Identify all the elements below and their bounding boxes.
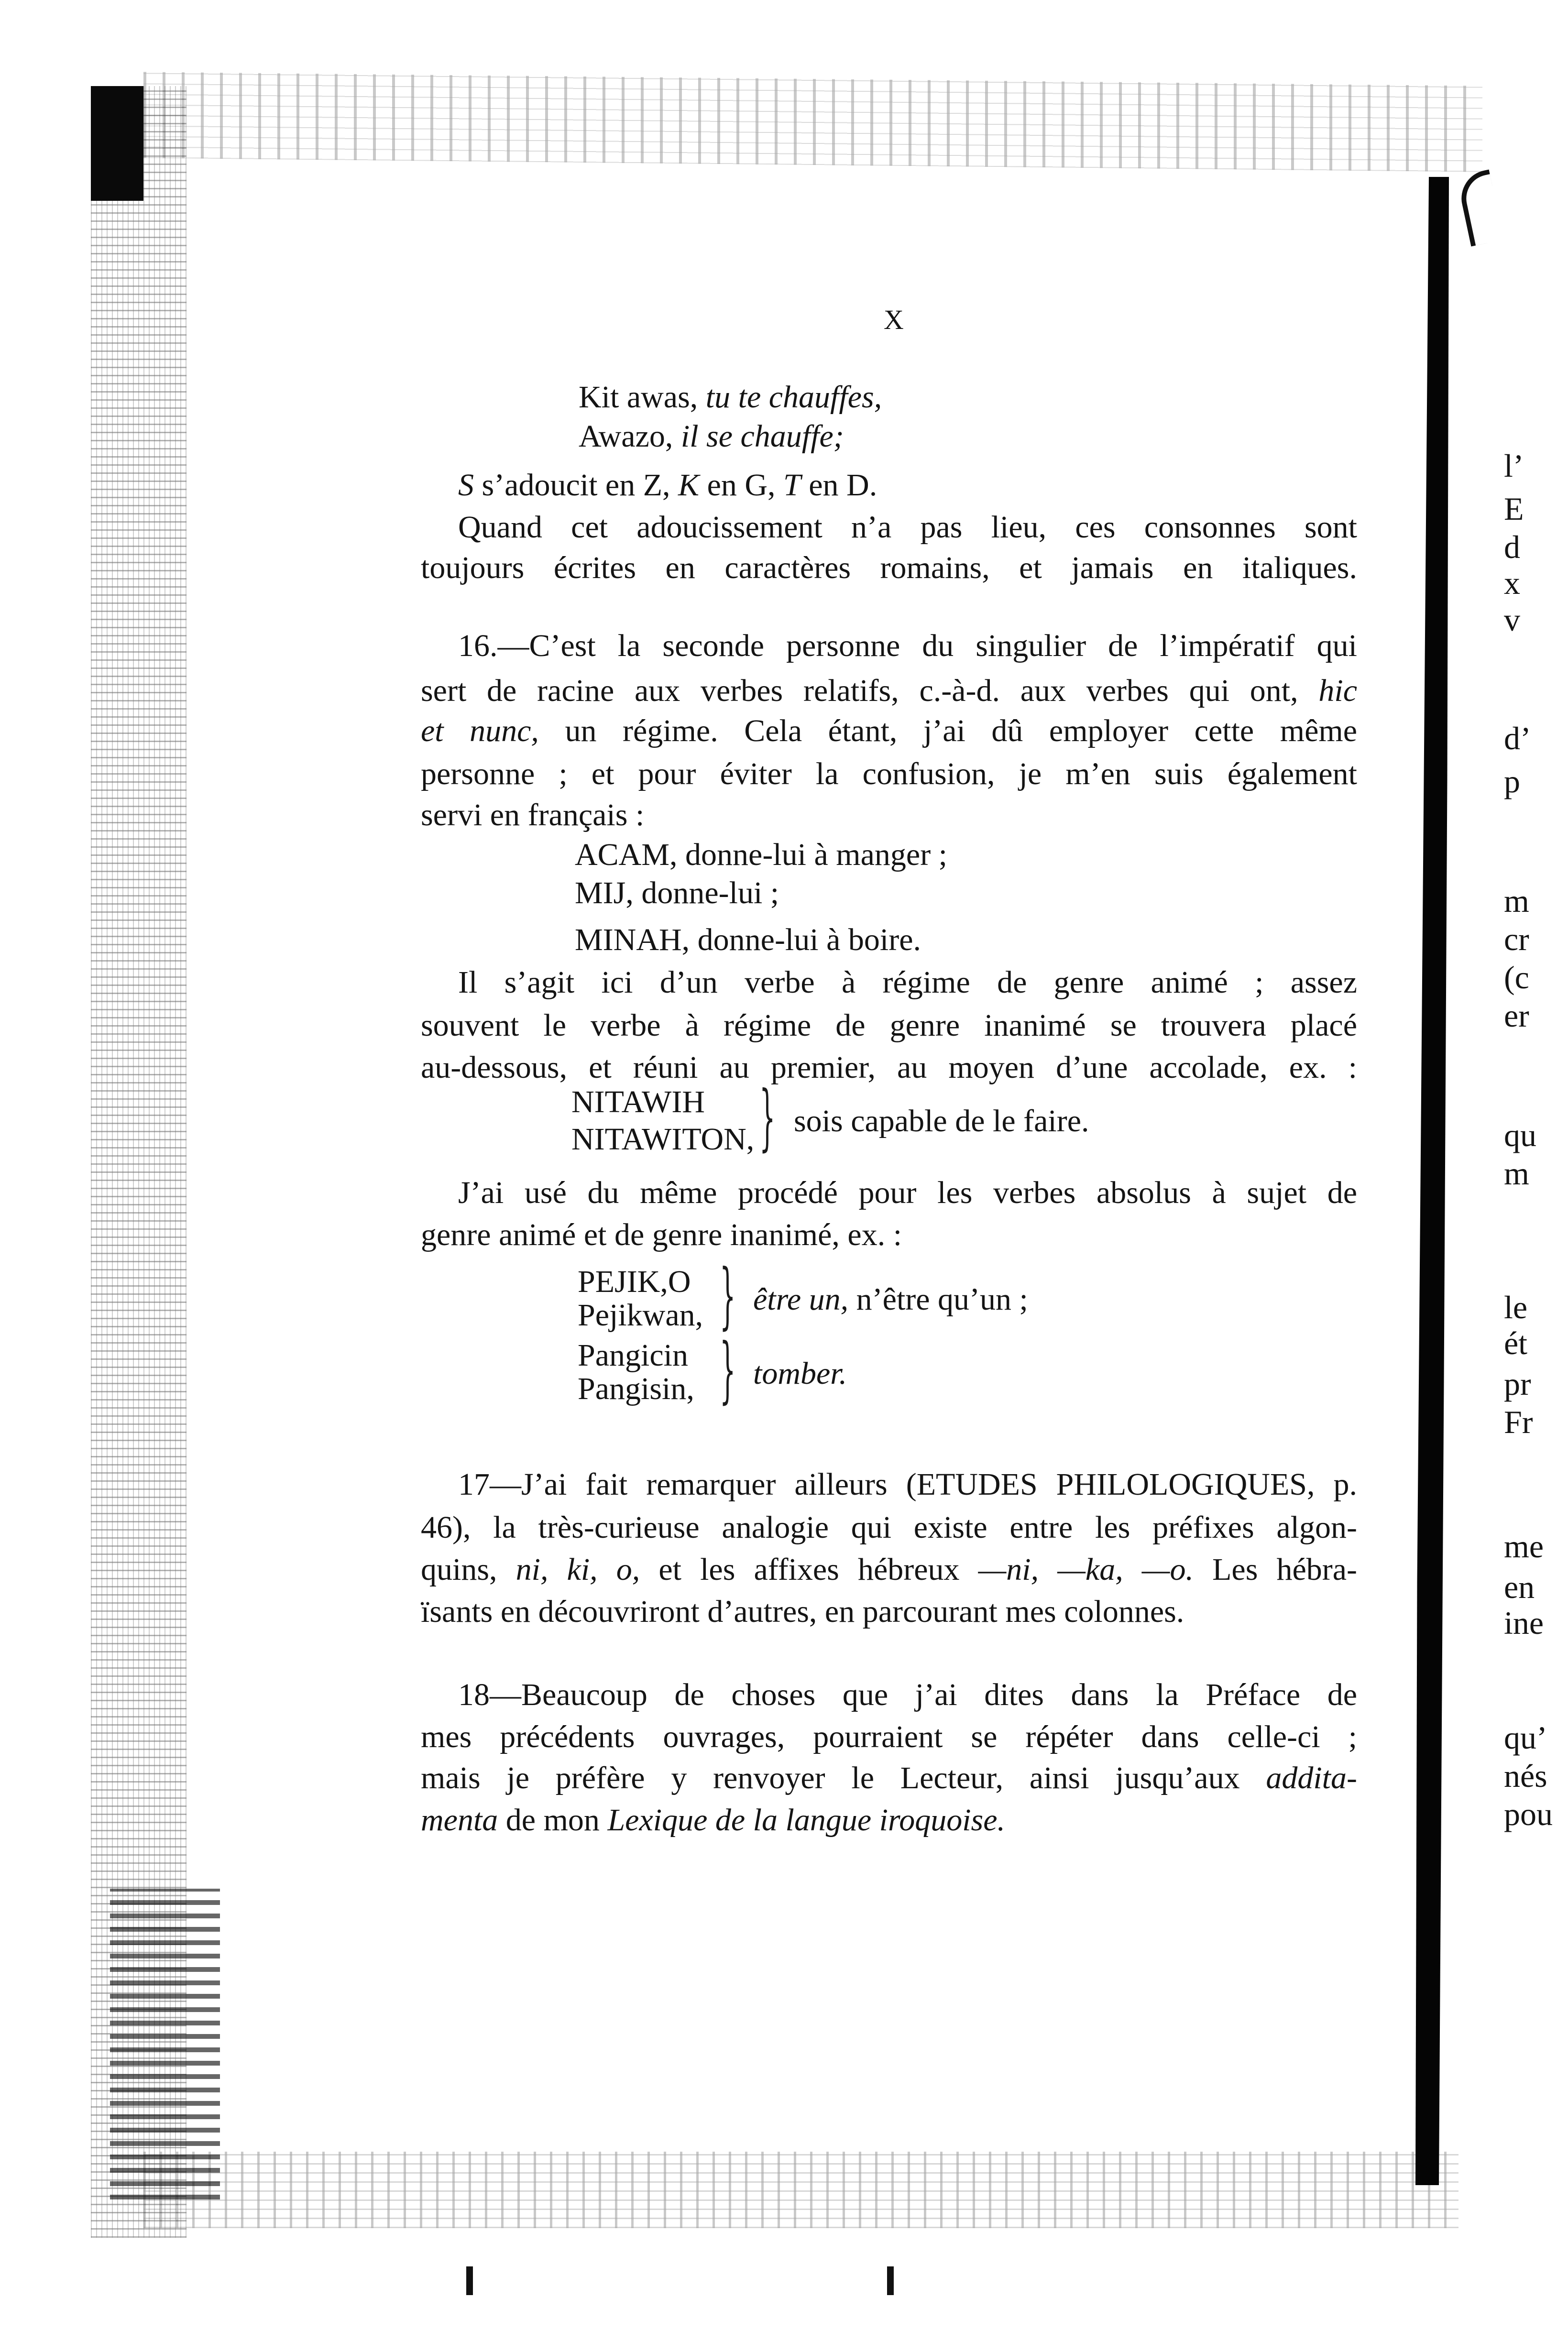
facing-page-fragment: Fr — [1504, 1404, 1533, 1440]
facing-page-fragment: (c — [1504, 959, 1529, 995]
text-run: 17—J’ai fait remarquer ailleurs ( — [458, 1467, 917, 1502]
facing-page-fragment: qu — [1504, 1117, 1536, 1153]
text-run: ETUDES PHILOLOGIQUES, — [916, 1467, 1315, 1502]
facing-page-fragment: nés — [1504, 1758, 1547, 1794]
example-line — [571, 1086, 705, 1118]
text-run: Pangicin — [578, 1338, 688, 1373]
text-run: en D. — [800, 468, 877, 503]
text-line — [421, 1512, 1357, 1543]
accolade-brace: } — [759, 1076, 776, 1159]
text-line — [421, 1052, 1357, 1083]
text-run: servi en français : — [421, 798, 645, 832]
example-line — [571, 1124, 754, 1155]
text-run: ni, ki, o, — [515, 1552, 640, 1587]
text-run: 46), la très-curieuse analogie qui existe entre les préfixes algon- — [421, 1510, 1357, 1545]
text-run: Kit awas, — [579, 380, 706, 415]
example-line — [578, 1300, 703, 1331]
example-line — [753, 1358, 847, 1389]
text-run: Les hébra- — [1194, 1552, 1358, 1587]
facing-page-fragment: ét — [1504, 1325, 1528, 1361]
facing-page-fragment: E — [1504, 491, 1524, 527]
text-run: Pangisin, — [578, 1371, 694, 1406]
text-run: n’être qu’un ; — [848, 1282, 1028, 1317]
text-run: ïsants en découvriront d’autres, en parcourant mes colonnes. — [421, 1594, 1184, 1629]
text-run: personne ; et pour éviter la confusion, je m’en suis également — [421, 756, 1357, 791]
example-line — [578, 1340, 688, 1371]
text-line — [579, 421, 844, 452]
facing-page-fragment: p — [1504, 763, 1520, 799]
facing-page-fragment: pou — [1504, 1796, 1553, 1832]
text-line — [458, 967, 1357, 998]
text-line — [421, 1721, 1357, 1753]
text-run: quins, — [421, 1552, 516, 1587]
text-line — [458, 470, 877, 501]
text-line — [458, 1469, 1357, 1500]
text-line — [421, 552, 1357, 584]
text-run: NITAWITON, — [571, 1122, 755, 1157]
text-line — [421, 799, 644, 831]
text-line — [458, 1679, 1357, 1711]
text-run: s’adoucit en Z, — [474, 468, 679, 503]
text-run: genre animé et de genre inanimé, ex. : — [421, 1217, 902, 1252]
text-run: un régime. Cela étant, j’ai dû employer cette même — [538, 713, 1357, 748]
text-run: MIJ, donne-lui ; — [575, 875, 779, 910]
text-run: Lexique de la langue iroquoise. — [607, 1803, 1006, 1838]
text-run: p. — [1315, 1467, 1357, 1502]
example-line — [575, 924, 921, 956]
text-run: 18—Beaucoup de choses que j’ai dites dans la Préface de — [458, 1677, 1357, 1712]
text-line — [421, 1596, 1184, 1628]
example-line — [753, 1284, 1028, 1315]
text-line — [421, 675, 1357, 707]
text-line — [421, 1219, 902, 1251]
text-run: de mon — [498, 1803, 608, 1838]
facing-page-fragment: l’ — [1504, 448, 1524, 484]
text-run: sert de racine aux verbes relatifs, c.-à-d. aux verbes qui ont, — [421, 673, 1319, 708]
text-line — [458, 512, 1357, 543]
text-run: être un, — [753, 1282, 849, 1317]
text-run: sois capable de le faire. — [794, 1104, 1089, 1138]
facing-page-fragment: x — [1504, 565, 1520, 601]
text-line — [458, 1177, 1357, 1209]
facing-page-fragment: m — [1504, 883, 1529, 919]
text-run: hic — [1318, 673, 1357, 708]
accolade-brace: } — [720, 1328, 736, 1411]
text-line — [421, 1554, 1357, 1586]
text-run: ACAM, donne-lui à manger ; — [575, 837, 948, 872]
example-line — [794, 1105, 1089, 1137]
text-run: PEJIK,O — [578, 1264, 691, 1299]
facing-page-fragment: me — [1504, 1528, 1544, 1564]
text-run: menta — [421, 1803, 498, 1838]
text-run: S — [458, 468, 474, 503]
text-run: Pejikwan, — [578, 1298, 703, 1333]
text-run: NITAWIH — [571, 1084, 705, 1119]
facing-page-fragment: ine — [1504, 1605, 1544, 1641]
text-run: mes précédents ouvrages, pourraient se répéter dans celle-ci ; — [421, 1719, 1357, 1754]
text-line — [421, 758, 1357, 790]
text-run: mais je préfère y renvoyer le Lecteur, ainsi jusqu’aux — [421, 1761, 1266, 1795]
text-run: et les affixes hébreux — [640, 1552, 978, 1587]
example-line — [578, 1373, 694, 1405]
facing-page-fragment: en — [1504, 1569, 1535, 1605]
facing-page-fragment: v — [1504, 602, 1520, 638]
facing-page-fragment: cr — [1504, 921, 1529, 957]
text-run: et nunc, — [421, 713, 539, 748]
text-line — [421, 1010, 1357, 1041]
accolade-brace: } — [720, 1254, 736, 1337]
text-run: souvent le verbe à régime de genre inanimé se trouvera placé — [421, 1008, 1357, 1043]
facing-page-fragment: m — [1504, 1155, 1529, 1192]
text-line — [421, 715, 1357, 747]
text-run: J’ai usé du même procédé pour les verbes absolus à sujet de — [458, 1175, 1357, 1210]
text-line — [421, 1805, 1005, 1836]
text-run: —ni, —ka, —o. — [978, 1552, 1194, 1587]
text-run: Awazo, — [579, 419, 681, 454]
text-run: MINAH, donne-lui à boire. — [575, 922, 921, 957]
text-run: au-dessous, et réuni au premier, au moyen d’une accolade, ex. : — [421, 1050, 1357, 1085]
facing-page-fragment: d — [1504, 529, 1520, 565]
example-line — [578, 1266, 691, 1298]
text-run: il se chauffe; — [680, 419, 844, 454]
facing-page-fragment: er — [1504, 997, 1529, 1034]
facing-page-fragment: le — [1504, 1289, 1528, 1325]
text-line — [579, 382, 882, 413]
facing-page-fragment: pr — [1504, 1366, 1531, 1402]
page-number: X — [884, 304, 905, 335]
text-run: Quand cet adoucissement n’a pas lieu, ces consonnes sont — [458, 510, 1357, 545]
text-run: Il s’agit ici d’un verbe à régime de genre animé ; assez — [458, 965, 1357, 1000]
text-line — [458, 630, 1357, 662]
example-line — [575, 839, 947, 871]
text-run: toujours écrites en caractères romains, et jamais en italiques. — [421, 550, 1357, 585]
text-run: addita- — [1266, 1761, 1357, 1795]
text-run: 16.—C’est la seconde personne du singulier de l’impératif qui — [458, 628, 1357, 663]
text-line — [421, 1762, 1357, 1794]
facing-page-fragment: qu’ — [1504, 1719, 1547, 1756]
text-run: tomber. — [753, 1356, 847, 1391]
example-line — [575, 877, 779, 909]
text-run: K — [678, 468, 700, 503]
text-run: tu te chauffes, — [705, 380, 882, 415]
text-run: T — [783, 468, 801, 503]
text-run: en G, — [699, 468, 784, 503]
facing-page-fragment: d’ — [1504, 720, 1531, 756]
